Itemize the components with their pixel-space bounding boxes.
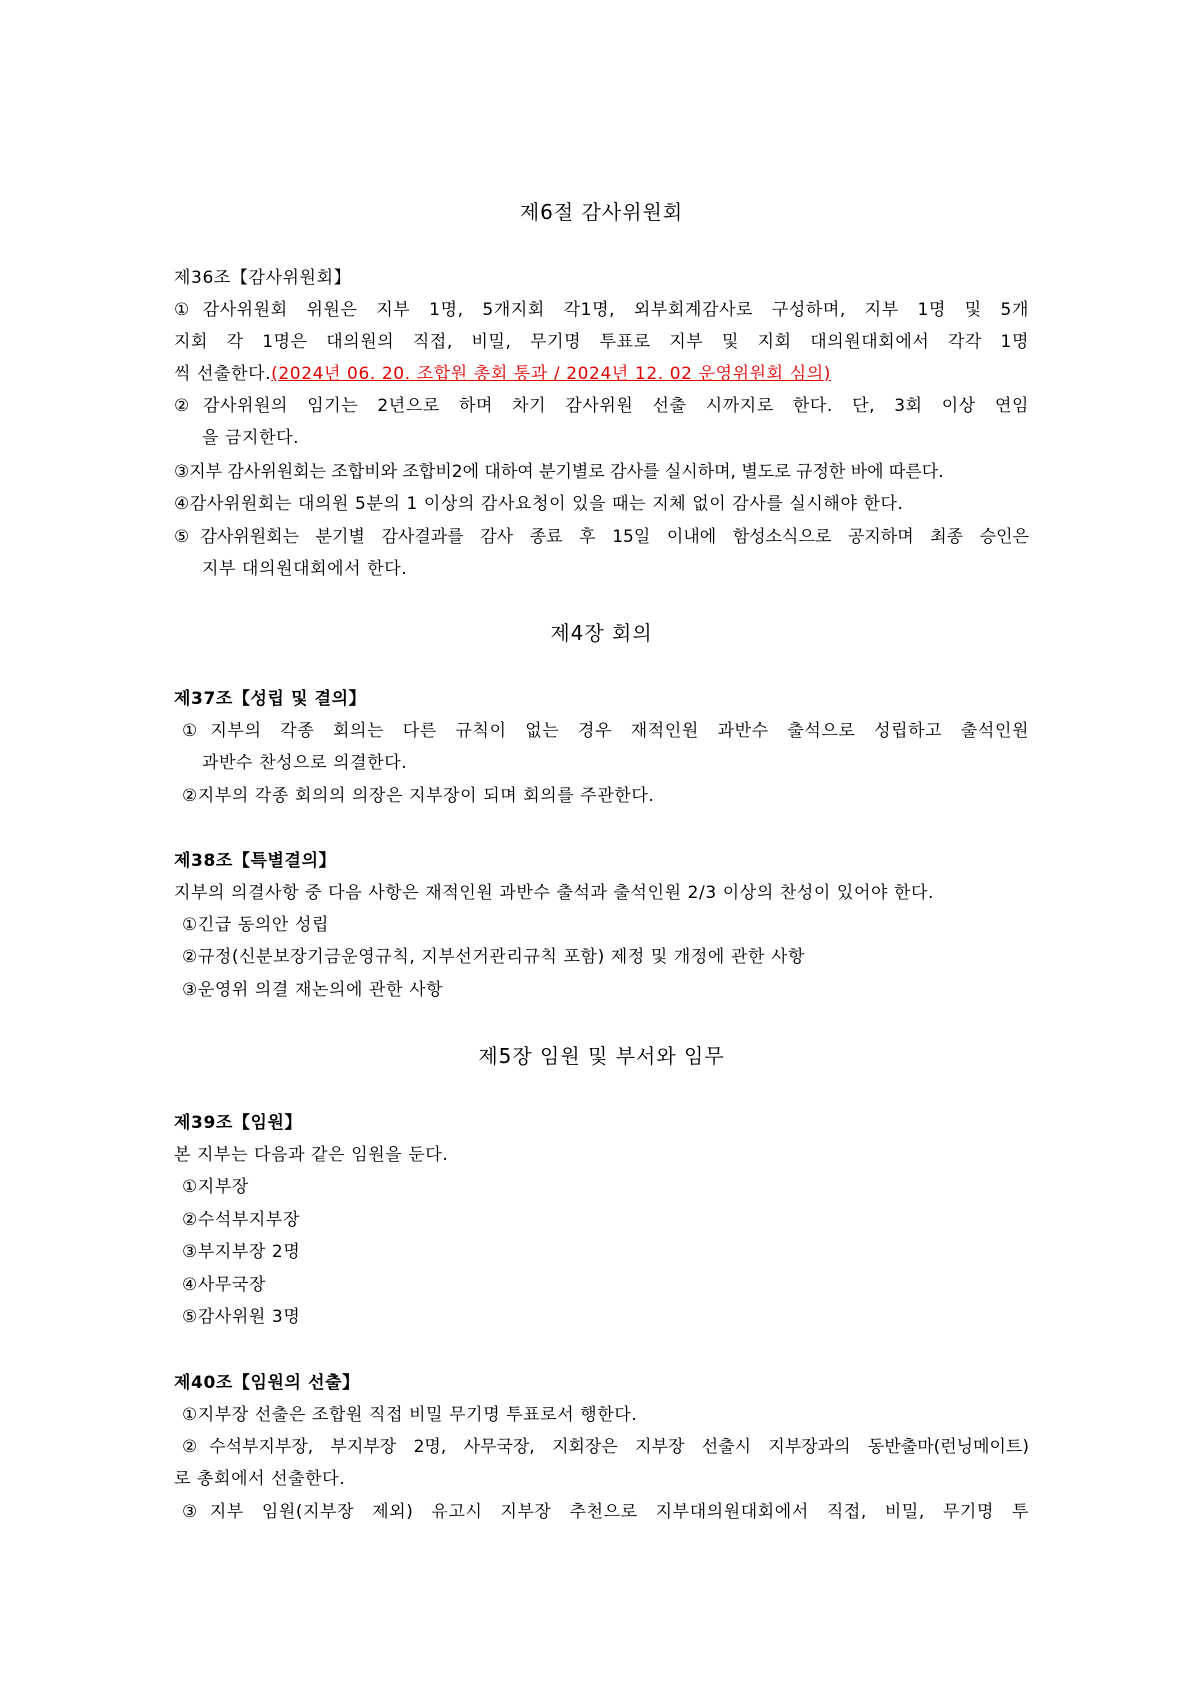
- paragraph-line: 로 총회에서 선출한다.: [174, 1469, 346, 1489]
- paragraph-line: 을 금지한다.: [202, 428, 300, 448]
- article-title: 제40조【임원의 선출】: [174, 1373, 360, 1393]
- list-item: ①긴급 동의안 성립: [182, 915, 330, 935]
- list-item: ④사무국장: [182, 1275, 266, 1295]
- article-title: 제36조【감사위원회】: [174, 268, 352, 288]
- paragraph-line: ①감사위원회 위원은 지부 1명, 5개지회 각1명, 외부회계감사로 구성하며, 지부 1명 및 5개: [174, 300, 1029, 320]
- paragraph-line: ⑤감사위원회는 분기별 감사결과를 감사 종료 후 15일 이내에 함성소식으로 공지하며 최종 승인은: [174, 527, 1029, 547]
- paragraph-line: ③지부 임원(지부장 제외) 유고시 지부장 추천으로 지부대의원대회에서 직접, 비밀, 무기명 투: [182, 1502, 1029, 1522]
- paragraph-text: 씩 선출한다.: [174, 364, 272, 384]
- paragraph-line: ②수석부지부장, 부지부장 2명, 사무국장, 지회장은 지부장 선출시 지부장과의 동반출마(런닝메이트): [182, 1437, 1029, 1457]
- list-item: ③부지부장 2명: [182, 1242, 301, 1262]
- chapter-heading: 제4장 회의: [550, 621, 653, 645]
- paragraph-line: ①지부의 각종 회의는 다른 규칙이 없는 경우 재적인원 과반수 출석으로 성립하고 출석인원: [182, 721, 1029, 741]
- list-item: ②규정(신분보장기금운영규칙, 지부선거관리규칙 포함) 제정 및 개정에 관한 사항: [182, 947, 806, 967]
- article-title: 제38조【특별결의】: [174, 851, 337, 871]
- paragraph-line: ④감사위원회는 대의원 5분의 1 이상의 감사요청이 있을 때는 지체 없이 감사를 실시해야 한다.: [174, 494, 904, 514]
- paragraph-line: 지회 각 1명은 대의원의 직접, 비밀, 무기명 투표로 지부 및 지회 대의원대회에서 각각 1명: [174, 332, 1029, 352]
- paragraph-line: 지부 대의원대회에서 한다.: [202, 559, 408, 579]
- chapter-heading: 제5장 임원 및 부서와 임무: [478, 1044, 725, 1068]
- paragraph-line: 지부의 의결사항 중 다음 사항은 재적인원 과반수 출석과 출석인원 2/3 이상의 찬성이 있어야 한다.: [174, 883, 935, 903]
- paragraph-line: 과반수 찬성으로 의결한다.: [202, 753, 408, 773]
- paragraph-line: ③지부 감사위원회는 조합비와 조합비2에 대하여 분기별로 감사를 실시하며, 별도로 규정한 바에 따른다.: [174, 462, 944, 482]
- list-item: ②수석부지부장: [182, 1210, 300, 1230]
- paragraph-line: 본 지부는 다음과 같은 임원을 둔다.: [174, 1145, 449, 1165]
- list-item: ③운영위 의결 재논의에 관한 사항: [182, 980, 444, 1000]
- paragraph-line: ①지부장 선출은 조합원 직접 비밀 무기명 투표로서 행한다.: [182, 1405, 638, 1425]
- article-title: 제37조【성립 및 결의】: [174, 689, 367, 709]
- section-heading: 제6절 감사위원회: [519, 200, 684, 224]
- list-item: ①지부장: [182, 1177, 249, 1197]
- amendment-note: (2024년 06. 20. 조합원 총회 통과 / 2024년 12. 02 운영위원회 심의): [271, 364, 831, 384]
- paragraph-line: [174, 363, 1029, 385]
- paragraph-line: ②지부의 각종 회의의 의장은 지부장이 되며 회의를 주관한다.: [182, 786, 655, 806]
- article-title: 제39조【임원】: [174, 1113, 303, 1133]
- paragraph-line: ②감사위원의 임기는 2년으로 하며 차기 감사위원 선출 시까지로 한다. 단, 3회 이상 연임: [174, 396, 1029, 416]
- list-item: ⑤감사위원 3명: [182, 1307, 301, 1327]
